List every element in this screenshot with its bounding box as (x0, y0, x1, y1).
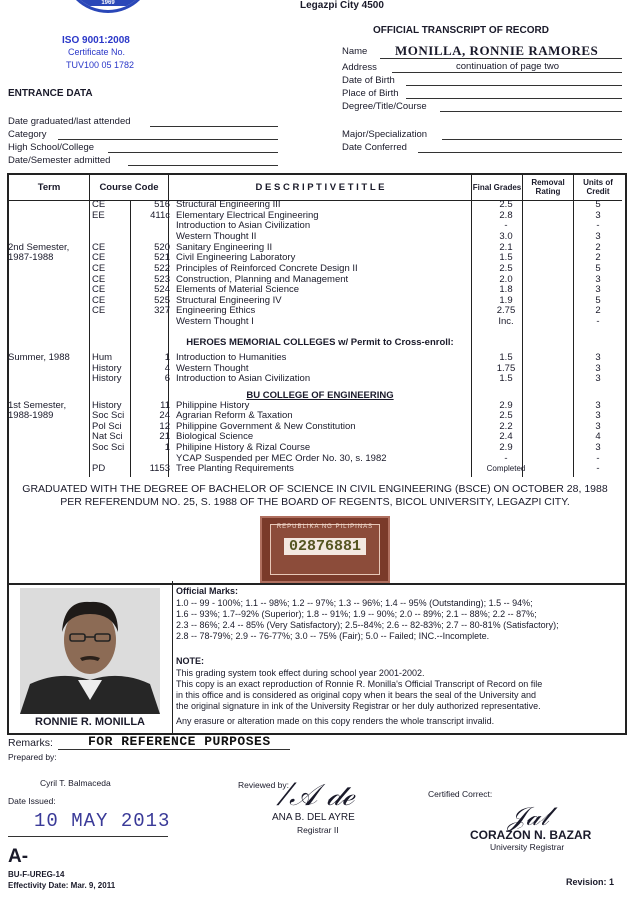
description-cell: Elementary Electrical Engineering (176, 210, 319, 221)
subject-cell: CE (92, 199, 106, 210)
pob-label: Place of Birth (342, 88, 399, 99)
bu-section-header: BU COLLEGE OF ENGINEERING (246, 390, 394, 401)
grade-cell: 1.8 (499, 284, 513, 295)
term-header: Term (9, 174, 90, 201)
note-line-4: the original signature in ink of the University Registrar or her duly authorized representative. (176, 701, 541, 711)
admitted-label: Date/Semester admitted (8, 155, 111, 166)
table-row (8, 285, 622, 296)
grade-cell: 1.9 (499, 295, 513, 306)
description-cell: Western Thought I (176, 316, 254, 327)
description-cell: Tree Planting Requirements (176, 463, 294, 474)
units-cell: 3 (595, 421, 601, 432)
subject-cell: CE (92, 284, 106, 295)
term-cell: Summer, 1988 (8, 352, 70, 363)
subject-cell: PD (92, 463, 106, 474)
code-cell: 516 (154, 199, 170, 210)
units-cell: - (596, 463, 600, 474)
description-cell: YCAP Suspended per MEC Order No. 30, s. 1982 (176, 453, 387, 464)
grade-cell: Inc. (498, 316, 514, 327)
grade-cell: - (504, 453, 508, 464)
conferred-label: Date Conferred (342, 142, 407, 153)
term-cell: 2nd Semester, (8, 242, 70, 253)
code-cell: 520 (154, 242, 170, 253)
reviewer-name: ANA B. DEL AYRE (272, 812, 355, 823)
code-cell: 523 (154, 274, 170, 285)
units-cell: 3 (595, 373, 601, 384)
description-cell: Engineering Ethics (176, 305, 256, 316)
subject-cell: CE (92, 252, 106, 263)
note-line-2: This copy is an exact reproduction of Ronnie R. Monilla's Official Transcript of Record on file (176, 679, 543, 689)
table-row (8, 200, 622, 211)
date-graduated-label: Date graduated/last attended (8, 116, 131, 127)
units-cell: 3 (595, 442, 601, 453)
graduation-line-1: GRADUATED WITH THE DEGREE OF BACHELOR OF SCIENCE IN CIVIL ENGINEERING (BSCE) ON OCTOBER 28, 1988 (22, 483, 608, 495)
code-cell: 521 (154, 252, 170, 263)
units-cell: 3 (595, 284, 601, 295)
table-row (8, 306, 622, 317)
units-cell: 3 (595, 210, 601, 221)
code-cell: 21 (159, 431, 170, 442)
major-label: Major/Specialization (342, 129, 428, 140)
code-cell: 327 (154, 305, 170, 316)
table-row (8, 464, 622, 475)
code-cell: 11 (160, 400, 170, 411)
marks-line-3: 2.3 -- 86%; 2.4 -- 85% (Very Satisfactory); 2.5--84%; 2.6 -- 82-83%; 2.7 -- 80-81% (Satisfactory); (176, 620, 559, 630)
subject-cell: Hum (92, 352, 113, 363)
grade-cell: 2.5 (499, 410, 513, 421)
description-cell: Introduction to Humanities (176, 352, 287, 363)
subject-cell: History (92, 400, 122, 411)
description-cell: Agrarian Reform & Taxation (176, 410, 293, 421)
university-city: Legazpi City 4500 (300, 0, 384, 11)
description-cell: Construction, Planning and Management (176, 274, 349, 285)
units-cell: 2 (595, 305, 601, 316)
description-cell: Biological Science (176, 431, 254, 442)
note-line-3: in this office and is considered as original copy when it bears the seal of the University and (176, 690, 537, 700)
high-school-label: High School/College (8, 142, 95, 153)
grade-cell: 1.75 (496, 363, 516, 374)
subject-cell: CE (92, 263, 106, 274)
registrar-name: CORAZON N. BAZAR (470, 828, 592, 842)
units-cell: - (596, 316, 600, 327)
subject-cell: EE (92, 210, 105, 221)
units-credit-header: Units of Credit (574, 174, 622, 201)
grade-mark: A- (8, 846, 29, 867)
description-cell: Introduction to Asian Civilization (176, 373, 311, 384)
grade-cell: 2.5 (499, 263, 513, 274)
marks-line-2: 1.6 -- 93%; 1.7--92% (Superior); 1.8 -- 91%; 1.9 -- 90%; 2.0 -- 89%; 2.1 -- 88%; 2.2 -- 87%; (176, 609, 537, 619)
final-grades-header: Final Grades (472, 174, 523, 201)
table-row (8, 374, 622, 385)
address-label: Address (342, 62, 377, 73)
document-title: OFFICIAL TRANSCRIPT OF RECORD (373, 25, 549, 36)
table-row (8, 432, 622, 443)
date-issued-label: Date Issued: (8, 796, 56, 806)
units-cell: 3 (595, 400, 601, 411)
code-cell: 525 (154, 295, 170, 306)
description-cell: Western Thought (176, 363, 249, 374)
effectivity-date: Effectivity Date: Mar. 9, 2011 (8, 881, 116, 890)
dob-label: Date of Birth (342, 75, 395, 86)
units-cell: 4 (595, 431, 601, 442)
grade-cell: 2.0 (499, 274, 513, 285)
subject-cell: CE (92, 305, 106, 316)
iso-label: ISO 9001:2008 (62, 35, 130, 46)
subject-cell: Pol Sci (92, 421, 122, 432)
marks-line-1: 1.0 -- 99 - 100%; 1.1 -- 98%; 1.2 -- 97%; 1.3 -- 96%; 1.4 -- 95% (Outstanding); 1.5 -- 94%; (176, 598, 533, 608)
graduation-line-2: PER REFERENDUM NO. 25, S. 1988 OF THE BOARD OF REGENTS, BICOL UNIVERSITY, LEGAZPI CITY. (60, 496, 570, 508)
code-cell: 4 (164, 363, 170, 374)
description-cell: Structural Engineering III (176, 199, 281, 210)
term-cell: 1988-1989 (8, 410, 54, 421)
grade-cell: 3.0 (499, 231, 513, 242)
term-cell: 1st Semester, (8, 400, 67, 411)
description-cell: Principles of Reinforced Concrete Design II (176, 263, 358, 274)
units-cell: 5 (595, 295, 601, 306)
university-seal (62, 0, 154, 13)
table-row (8, 211, 622, 222)
units-cell: 3 (595, 410, 601, 421)
heroes-section-header: HEROES MEMORIAL COLLEGES w/ Permit to Cross-enroll: (186, 337, 454, 348)
units-cell: - (596, 220, 600, 231)
description-cell: Philippine History (176, 400, 250, 411)
table-row (8, 317, 622, 328)
entrance-data-title: ENTRANCE DATA (8, 88, 93, 99)
code-cell: 6 (164, 373, 170, 384)
code-cell: 411c (150, 210, 170, 221)
subject-cell: Nat Sci (92, 431, 123, 442)
grade-cell: 2.9 (499, 400, 513, 411)
code-cell: 12 (159, 421, 170, 432)
description-cell: Philippine Government & New Constitution (176, 421, 356, 432)
grade-cell: 2.1 (499, 242, 513, 253)
student-photo (20, 588, 160, 714)
code-cell: 524 (154, 284, 170, 295)
table-row (8, 221, 622, 232)
photo-caption: RONNIE R. MONILLA (35, 716, 145, 728)
note-line-5: Any erasure or alteration made on this copy renders the whole transcript invalid. (176, 716, 495, 726)
subject-cell: CE (92, 274, 106, 285)
description-cell: Elements of Material Science (176, 284, 300, 295)
code-cell: 1 (164, 442, 170, 453)
grade-cell: 2.5 (499, 199, 513, 210)
grade-cell: 2.75 (496, 305, 516, 316)
grade-cell: 1.5 (499, 373, 513, 384)
units-cell: - (596, 453, 600, 464)
subject-cell: History (92, 363, 122, 374)
units-cell: 3 (595, 231, 601, 242)
form-code-number: BU-F-UREG-14 (8, 870, 65, 879)
table-row (8, 264, 622, 275)
prepared-by-label: Prepared by: (8, 752, 57, 762)
degree-label: Degree/Title/Course (342, 101, 427, 112)
date-issued-stamp: 10 MAY 2013 (34, 810, 171, 832)
units-cell: 3 (595, 274, 601, 285)
description-cell: Introduction to Asian Civilization (176, 220, 311, 231)
grade-cell: 1.5 (499, 352, 513, 363)
course-code-header: Course Code (90, 174, 169, 201)
units-cell: 2 (595, 242, 601, 253)
units-cell: 5 (595, 199, 601, 210)
subject-cell: Soc Sci (92, 442, 125, 453)
certificate-label: Certificate No. (68, 47, 126, 57)
code-cell: 1153 (149, 463, 170, 474)
revision-label: Revision: 1 (566, 877, 615, 887)
grade-cell: 1.5 (499, 252, 513, 263)
table-row (8, 411, 622, 422)
stamp-number: 02876881 (284, 538, 366, 555)
registrar-title: University Registrar (490, 842, 565, 852)
code-cell: 24 (159, 410, 170, 421)
units-cell: 5 (595, 263, 601, 274)
note-line-1: This grading system took effect during school year 2001-2002. (176, 668, 425, 678)
certified-label: Certified Correct: (428, 789, 493, 799)
address-value: continuation of page two (456, 61, 559, 72)
reviewer-signature: ⁄𝒜 𝒹ℯ (284, 778, 354, 813)
table-row (8, 232, 622, 243)
note-title: NOTE: (176, 656, 204, 666)
form-code (8, 869, 115, 891)
registrar-signature: 𝒥𝒶𝓁 (508, 802, 549, 832)
grade-cell: Completed (486, 464, 526, 473)
removal-rating-header: Removal Rating (523, 174, 574, 201)
description-cell: Civil Engineering Laboratory (176, 252, 296, 263)
subject-cell: History (92, 373, 122, 384)
description-cell: Sanitary Engineering II (176, 242, 273, 253)
certificate-number: TUV100 05 1782 (66, 60, 135, 70)
units-cell: 3 (595, 363, 601, 374)
remarks-value: FOR REFERENCE PURPOSES (88, 734, 271, 749)
grade-cell: 2.2 (499, 421, 513, 432)
reviewer-title: Registrar II (297, 825, 339, 835)
code-cell: 1 (164, 352, 170, 363)
remarks-label: Remarks: (8, 737, 53, 749)
seal-year: 1969 (101, 0, 115, 6)
documentary-stamp: REPUBLIKA NG PILIPINAS 02876881 (260, 516, 390, 583)
reviewed-by-label: Reviewed by: (238, 780, 290, 790)
table-row (8, 253, 622, 264)
preparer-name: Cyril T. Balmaceda (40, 778, 111, 788)
grade-cell: 2.9 (499, 442, 513, 453)
term-cell: 1987-1988 (8, 252, 54, 263)
table-row (8, 353, 622, 364)
description-cell: Structural Engineering IV (176, 295, 282, 306)
marks-title: Official Marks: (176, 586, 239, 596)
grade-cell: 2.8 (499, 210, 513, 221)
subject-cell: CE (92, 295, 106, 306)
units-cell: 2 (595, 252, 601, 263)
table-row (8, 443, 622, 454)
subject-cell: CE (92, 242, 106, 253)
description-cell: Philipine History & Rizal Course (176, 442, 311, 453)
student-name: MONILLA, RONNIE RAMORES (395, 43, 599, 58)
grade-cell: - (504, 220, 508, 231)
marks-line-4: 2.8 -- 78-79%; 2.9 -- 76-77%; 3.0 -- 75% (Fair); 5.0 -- Failed; INC.--Incomplete. (176, 631, 490, 641)
descriptive-title-header: D E S C R I P T I V E T I T L E (169, 174, 472, 201)
code-cell: 522 (154, 263, 170, 274)
category-label: Category (8, 129, 47, 140)
subject-cell: Soc Sci (92, 410, 125, 421)
description-cell: Western Thought II (176, 231, 257, 242)
units-cell: 3 (595, 352, 601, 363)
name-label: Name (342, 46, 368, 57)
grade-cell: 2.4 (499, 431, 513, 442)
